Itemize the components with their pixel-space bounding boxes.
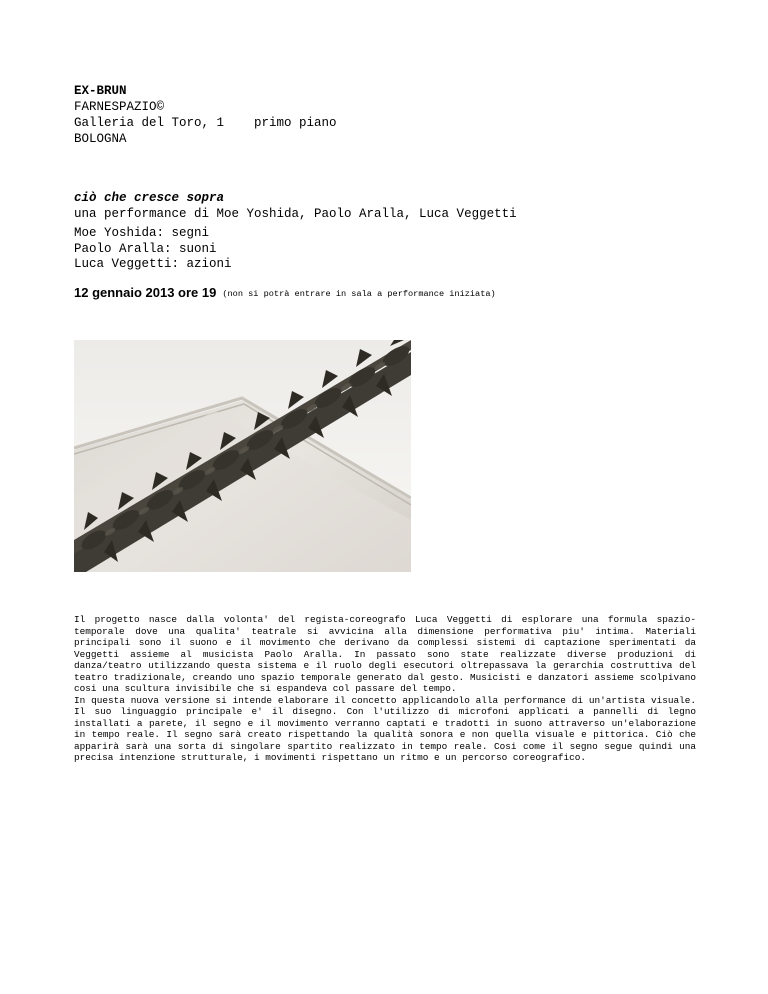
performance-photo <box>74 340 411 572</box>
venue-block <box>74 83 337 147</box>
venue-address-line <box>74 115 337 131</box>
credit-item: Luca Veggetti: azioni <box>74 257 232 271</box>
credit-item: Moe Yoshida: segni <box>74 226 210 240</box>
venue-floor: primo piano <box>254 116 337 130</box>
event-date: 12 gennaio 2013 ore 19 <box>74 285 217 300</box>
credit-item: Paolo Aralla: suoni <box>74 241 217 256</box>
sculpture-image <box>74 340 411 572</box>
credits-list <box>74 226 232 273</box>
event-date-line <box>74 284 496 302</box>
performance-title: ciò che cresce sopra <box>74 191 225 205</box>
venue-name: EX-BRUN <box>74 84 127 98</box>
project-description <box>74 614 696 764</box>
description-paragraph: In questa nuova versione si intende elaborare il concetto applicandolo alla performance di un'artista visuale. Il suo linguaggio principale e' il disegno. Con l'utilizzo di microfoni applicati a pannelli di legno installati a parete, il segno e il movimento verranno captati e tradotti in suono attraverso un'elaborazione in tempo reale. Il segno sarà creato rispettando la qualità sonora e non quella visuale e pittorica. Ciò che apparirà sarà una sorta di singolare spartito realizzato in tempo reale. Cosi come il segno segue quindi una precisa intenzione strutturale, i movimenti rispettano un ritmo e un percorso coreografico. <box>74 694 696 763</box>
description-paragraph: Il progetto nasce dalla volonta' del regista-coreografo Luca Veggetti di esplorare una formula spazio-temporale dove una qualita' teatrale si avvicina alla dimensione performativa piu' intima. Materiali principali sono il suono e il movimento che derivano da complessi sistemi di captazione sperimentati da Veggetti assieme al musicista Paolo Aralla. In passato sono state realizzate diverse produzioni di danza/teatro utilizzando questa sistema e il ruolo degli esecutori oltrepassava la gerarchia costruttiva del teatro tradizionale, creando uno spazio temporale generato dal gesto. Musicisti e danzatori assieme scolpivano cosi una scultura invisibile che si espandeva col passare del tempo. <box>74 614 696 694</box>
venue-address: Galleria del Toro, 1 <box>74 116 225 130</box>
performance-heading <box>74 190 517 222</box>
venue-city: BOLOGNA <box>74 132 127 146</box>
event-note: (non si potrà entrare in sala a performance iniziata) <box>222 289 496 299</box>
performance-subtitle: una performance di Moe Yoshida, Paolo Aralla, Luca Veggetti <box>74 207 517 221</box>
venue-space: FARNESPAZIO© <box>74 100 165 114</box>
